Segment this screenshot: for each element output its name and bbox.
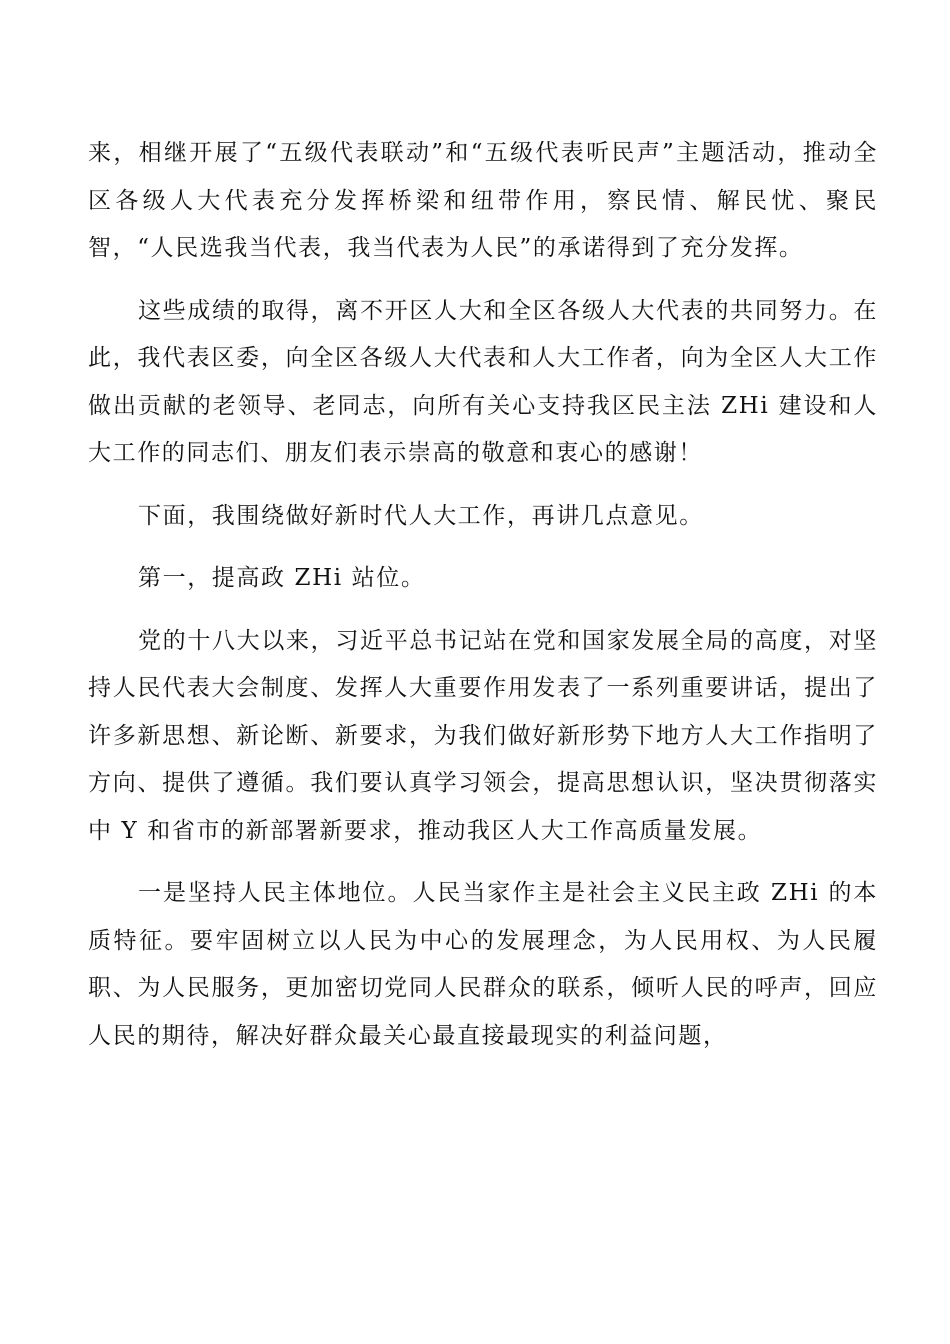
document-body [88, 130, 878, 1075]
paragraph-4-heading: 第一，提高政 ZHi 站位。 [138, 565, 426, 591]
paragraph-5: 党的十八大以来，习近平总书记站在党和国家发展全局的高度，对坚持人民代表大会制度、发挥人大重要作用发表了一系列重要讲话，提出了许多新思想、新论断、新要求，为我们做好新形势下地方人大工作指明了方向、提供了遵循。我们要认真学习领会，提高思想认识，坚决贯彻落实中 Y 和省市的新部署新要求，推动我区人大工作高质量发展。 [88, 627, 878, 844]
paragraph-2: 这些成绩的取得，离不开区人大和全区各级人大代表的共同努力。在此，我代表区委，向全区各级人大代表和人大工作者，向为全区人大工作做出贡献的老领导、老同志，向所有关心支持我区民主法 ZHi 建设和人大工作的同志们、朋友们表示崇高的敬意和衷心的感谢！ [88, 297, 878, 466]
paragraph-1: 来，相继开展了“五级代表联动”和“五级代表听民声”主题活动，推动全区各级人大代表充分发挥桥梁和纽带作用，察民情、解民忧、聚民智，“人民选我当代表，我当代表为人民”的承诺得到了充分发挥。 [88, 140, 878, 261]
paragraph-3: 下面，我围绕做好新时代人大工作，再讲几点意见。 [138, 502, 704, 529]
paragraph-6: 一是坚持人民主体地位。人民当家作主是社会主义民主政 ZHi 的本质特征。要牢固树立以人民为中心的发展理念，为人民用权、为人民履职、为人民服务，更加密切党同人民群众的联系，倾听人民的呼声，回应人民的期待，解决好群众最关心最直接最现实的利益问题， [88, 880, 878, 1049]
